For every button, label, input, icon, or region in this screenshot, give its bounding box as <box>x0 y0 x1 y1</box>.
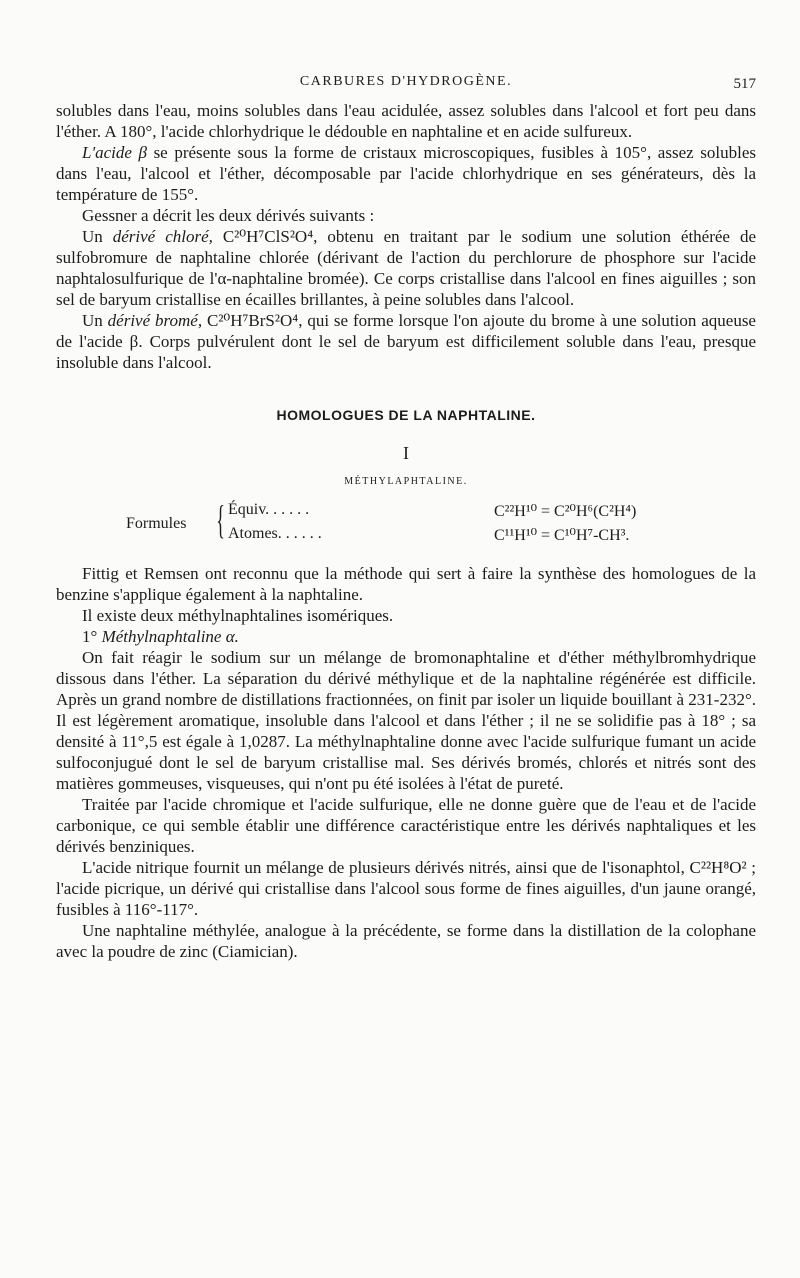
page-number: 517 <box>733 76 756 92</box>
paragraph-chromic: Traitée par l'acide chromique et l'acide sulfurique, elle ne donne guère que de l'eau et de l'acide carbonique, ce qui semble établir une différence caractéristique entre les dérivés naphtaliques et les dérivés benziniques. <box>56 795 756 856</box>
chloro-term: dérivé chloré, <box>112 227 213 246</box>
heading-alpha-number: 1° <box>82 627 102 646</box>
chloro-text: C²⁰H⁷ClS²O⁴, obtenu en traitant par le sodium une solution éthérée de sulfobromure de naphtaline chlorée (dérivant de l'action du perchlorure de phosphore sur l'acide naphtalosulfurique de l'α-naphtaline bromée). Ce corps cristallise dans l'alcool en fines aiguilles ; son sel de baryum cristallise en écailles brillantes, à peine solubles dans l'alcool. <box>56 227 756 309</box>
bromo-lead: Un <box>82 311 108 330</box>
running-title: CARBURES D'HYDROGÈNE. <box>299 74 513 89</box>
paragraph-heading-alpha <box>56 626 756 647</box>
formula-row-label-equiv: Équiv. . . . . . <box>228 501 310 518</box>
section-subtitle: MÉTHYLAPHTALINE. <box>344 476 468 487</box>
paragraph-chlorinated-derivative <box>56 226 756 310</box>
heading-alpha-term: Méthylnaphtaline α. <box>101 627 239 646</box>
formula-label: Formules <box>126 515 187 532</box>
paragraph-brominated-derivative <box>56 310 756 373</box>
bromo-term: dérivé bromé, <box>107 311 203 330</box>
paragraph-acid-beta <box>56 142 756 205</box>
formula-atoms: C¹¹H¹⁰ = C¹⁰H⁷-CH³. <box>494 527 630 544</box>
section-title: HOMOLOGUES DE LA NAPHTALINE. <box>276 407 536 423</box>
paragraph-nitric: L'acide nitrique fournit un mélange de plusieurs dérivés nitrés, ainsi que de l'isonaphtol, C²²H⁸O² ; l'acide picrique, un dérivé qui cristallise dans l'alcool sous forme de fines aiguilles, d'un jaune orangé, fusibles à 116°-117°. <box>56 858 756 919</box>
page <box>56 72 756 962</box>
running-header <box>56 72 756 100</box>
formula-block <box>56 497 756 557</box>
section-number: I <box>403 443 409 463</box>
paragraph-gessner: Gessner a décrit les deux dérivés suivants : <box>82 206 375 225</box>
brace-glyph: { <box>216 497 225 542</box>
formula-equiv: C²²H¹⁰ = C²⁰H⁶(C²H⁴) <box>494 503 637 520</box>
acid-beta-text: se présente sous la forme de cristaux microscopiques, fusibles à 105°, assez solubles dans l'eau, l'alcool et l'éther, décomposable par l'acide chlorhydrique en ses générateurs, dès la température de 155°. <box>56 143 756 204</box>
formula-row-label-atoms: Atomes. . . . . . <box>228 525 322 542</box>
paragraph-isomers: Il existe deux méthylnaphtalines isomériques. <box>82 606 394 625</box>
paragraph-continued: solubles dans l'eau, moins solubles dans l'eau acidulée, assez solubles dans l'alcool et fort peu dans l'éther. A 180°, l'acide chlorhydrique le dédouble en naphtaline et en acide sulfureux. <box>56 101 756 141</box>
paragraph-fittig: Fittig et Remsen ont reconnu que la méthode qui sert à faire la synthèse des homologues de la benzine s'applique également à la naphtaline. <box>56 564 756 604</box>
paragraph-preparation: On fait réagir le sodium sur un mélange de bromonaphtaline et d'éther méthylbromhydrique dissous dans l'éther. La séparation du dérivé méthylique et de la naphtaline régénérée est difficile. Après un grand nombre de distillations fractionnées, on finit par isoler un liquide bouillant à 231-232°. Il est légèrement aromatique, insoluble dans l'alcool et dans l'éther ; il ne se solidifie pas à 18° ; sa densité à 11°,5 est égale à 1,0287. La méthylnaphtaline donne avec l'acide sulfurique fumant un acide sulfoconjugué dont le sel de baryum cristallise mal. Ses dérivés bromés, chlorés et nitrés sont des matières gommeuses, visqueuses, qui n'ont pu été isolées à l'état de pureté. <box>56 648 756 793</box>
chloro-lead: Un <box>82 227 113 246</box>
bromo-text: C²⁰H⁷BrS²O⁴, qui se forme lorsque l'on ajoute du brome à une solution aqueuse de l'acide β. Corps pulvérulent dont le sel de baryum est difficilement soluble dans l'eau, presque insoluble dans l'alcool. <box>56 311 756 372</box>
paragraph-colophane: Une naphtaline méthylée, analogue à la précédente, se forme dans la distillation de la colophane avec la poudre de zinc (Ciamician). <box>56 921 756 961</box>
acid-beta-term: L'acide β <box>82 143 147 162</box>
